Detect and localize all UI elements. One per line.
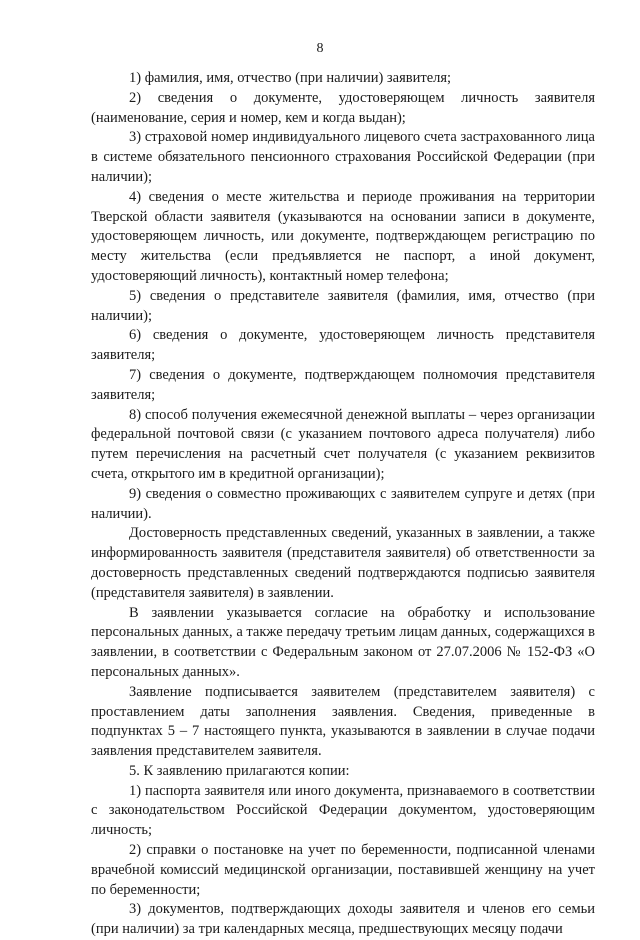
paragraph-attachment-3-income-documents: 3) документов, подтверждающих доходы заявителя и членов его семьи (при наличии) за три календарных месяца, предшествующих месяцу подачи bbox=[91, 901, 595, 938]
paragraph-item-7-representative-authority: 7) сведения о документе, подтверждающем полномочия представителя заявителя; bbox=[91, 366, 595, 403]
paragraph-item-6-representative-id: 6) сведения о документе, удостоверяющем личность представителя заявителя; bbox=[91, 327, 595, 364]
paragraph-item-9-cohabitants: 9) сведения о совместно проживающих с заявителем супруге и детях (при наличии). bbox=[91, 485, 595, 522]
document-body bbox=[91, 69, 595, 940]
paragraph-item-2-applicant-id-document: 2) сведения о документе, удостоверяющем личность заявителя (наименование, серия и номер, кем и когда выдан); bbox=[91, 89, 595, 126]
paragraph-attachment-2-pregnancy-certificate: 2) справки о постановке на учет по беременности, подписанной членами врачебной комиссий медицинской организации, поставившей женщину на учет по беременности; bbox=[91, 842, 595, 898]
paragraph-item-5-representative-info: 5) сведения о представителе заявителя (фамилия, имя, отчество (при наличии); bbox=[91, 287, 595, 324]
paragraph-item-4-residence-info: 4) сведения о месте жительства и периоде проживания на территории Тверской области заявителя (указываются на основании записи в документе, удостоверяющем личность, или документе, подтверждающем регистрацию по месту жительства (если предъявляется не паспорт, а иной документ, удостоверяющий личность), контактный номер телефона; bbox=[91, 188, 595, 284]
paragraph-application-signature: Заявление подписывается заявителем (представителем заявителя) с проставлением даты заполнения заявления. Сведения, приведенные в подпунктах 5 – 7 настоящего пункта, указываются в заявлении в случае подачи заявления представителем заявителя. bbox=[91, 683, 595, 760]
paragraph-item-1-applicant-name: 1) фамилия, имя, отчество (при наличии) заявителя; bbox=[129, 70, 452, 86]
paragraph-reliability-confirmation: Достоверность представленных сведений, указанных в заявлении, а также информированность заявителя (представителя заявителя) об ответственности за достоверность представленных сведений подтверждаются подписью заявителя (представителя заявителя) в заявлении. bbox=[91, 525, 595, 601]
paragraph-item-8-payment-method: 8) способ получения ежемесячной денежной выплаты – через организации федеральной почтовой связи (с указанием почтового адреса получателя) либо путем перечисления на расчетный счет получателя (с указанием реквизитов счета, открытого им в кредитной организации); bbox=[91, 406, 595, 482]
paragraph-item-3-insurance-number: 3) страховой номер индивидуального лицевого счета застрахованного лица в системе обязательного пенсионного страхования Российской Федерации (при наличии); bbox=[91, 129, 595, 185]
paragraph-personal-data-consent: В заявлении указывается согласие на обработку и использование персональных данных, а также передачу третьим лицам данных, содержащихся в заявлении, в соответствии с Федеральным законом от 27.07.2006 № 152-ФЗ «О персональных данных». bbox=[91, 604, 595, 680]
paragraph-attachment-1-passport: 1) паспорта заявителя или иного документа, признаваемого в соответствии с законодательством Российской Федерации документом, удостоверяющим личность; bbox=[91, 782, 595, 839]
paragraph-section-5-heading: 5. К заявлению прилагаются копии: bbox=[129, 762, 350, 779]
page-number: 8 bbox=[316, 41, 324, 56]
